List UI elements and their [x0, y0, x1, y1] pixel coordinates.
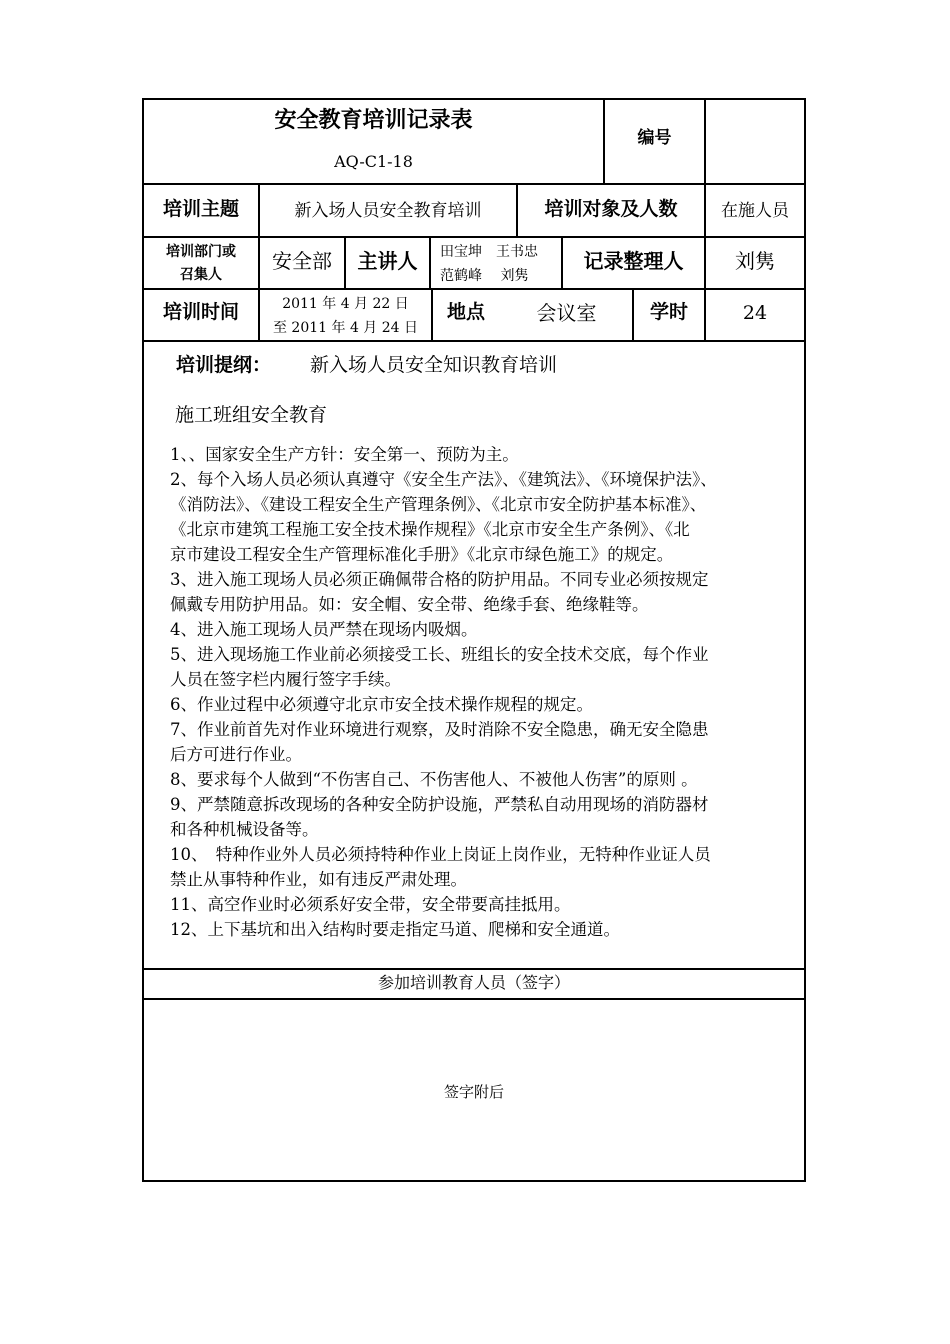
- divider: [142, 998, 806, 1000]
- outline-item: 7、作业前首先对作业环境进行观察，及时消除不安全隐患，确无安全隐患: [170, 720, 709, 739]
- outline-item-continuation: 《北京市建筑工程施工安全技术操作规程》《北京市安全生产条例》、《北: [170, 520, 690, 539]
- signature-note: 签字附后: [443, 1083, 504, 1101]
- divider: [142, 288, 806, 290]
- hours-value: 24: [742, 302, 768, 324]
- time-label: 培训时间: [162, 301, 239, 323]
- outline-label: 培训提纲：: [176, 354, 272, 376]
- dept-label-line1: 培训部门或: [166, 244, 236, 260]
- speaker-names-line2: 范鹤峰 刘隽: [440, 268, 529, 284]
- outline-item: 4、进入施工现场人员严禁在现场内吸烟。: [170, 620, 478, 639]
- outline-item: 12、上下基坑和出入结构时要走指定马道、爬梯和安全通道。: [170, 920, 620, 939]
- place-value: 会议室: [536, 301, 597, 325]
- topic-value: 新入场人员安全教育培训: [294, 201, 482, 221]
- speaker-names-line1: 田宝坤 王书忠: [440, 244, 538, 260]
- topic-label: 培训主题: [162, 198, 239, 220]
- time-value-line2: 至 2011 年 4 月 24 日: [272, 320, 419, 336]
- outline-item: 11、高空作业时必须系好安全带，安全带要高挂抵用。: [170, 895, 571, 914]
- number-label: 编号: [637, 128, 672, 148]
- form-title: 安全教育培训记录表: [274, 108, 473, 133]
- hours-label: 学时: [649, 301, 688, 323]
- outline-item: 9、严禁随意拆改现场的各种安全防护设施，严禁私自动用现场的消防器材: [170, 795, 709, 814]
- outline-item-continuation: 佩戴专用防护用品。如：安全帽、安全带、绝缘手套、绝缘鞋等。: [170, 595, 649, 614]
- outline-item-continuation: 京市建设工程安全生产管理标准化手册》《北京市绿色施工》的规定。: [170, 545, 674, 564]
- form-code: AQ-C1-18: [334, 152, 413, 171]
- dept-label-line2: 召集人: [180, 267, 222, 283]
- recorder-label: 记录整理人: [583, 249, 684, 273]
- outline-title: 新入场人员安全知识教育培训: [310, 354, 558, 376]
- divider: [142, 183, 806, 185]
- outline-item: 6、作业过程中必须遵守北京市安全技术操作规程的规定。: [170, 695, 593, 714]
- divider: [142, 340, 806, 342]
- outline-item: 1、、国家安全生产方针：安全第一、预防为主。: [170, 445, 519, 464]
- speaker-label: 主讲人: [357, 249, 418, 273]
- outline-item: 5、进入现场施工作业前必须接受工长、班组长的安全技术交底，每个作业: [170, 645, 709, 664]
- divider: [429, 236, 431, 289]
- recorder-value: 刘隽: [735, 249, 775, 273]
- outline-item: 10、 特种作业外人员必须持特种作业上岗证上岗作业，无特种作业证人员: [170, 845, 711, 864]
- outline-item-continuation: 《消防法》、《建设工程安全生产管理条例》、《北京市安全防护基本标准》、: [170, 495, 707, 514]
- outline-item-continuation: 禁止从事特种作业，如有违反严肃处理。: [170, 870, 467, 889]
- signature-header: 参加培训教育人员（签字）: [377, 973, 570, 992]
- outline-item: 2、每个入场人员必须认真遵守《安全生产法》、《建筑法》、《环境保护法》、: [170, 470, 717, 489]
- dept-value: 安全部: [272, 249, 332, 273]
- outline-item-continuation: 后方可进行作业。: [170, 745, 302, 764]
- outline-item: 3、进入施工现场人员必须正确佩带合格的防护用品。不同专业必须按规定: [170, 570, 709, 589]
- outline-section: 施工班组安全教育: [175, 404, 328, 426]
- divider: [142, 236, 806, 238]
- time-value-line1: 2011 年 4 月 22 日: [282, 296, 409, 312]
- outline-item: 8、要求每个人做到“不伤害自己、不伤害他人、不被他人伤害”的原则 。: [170, 770, 698, 789]
- outline-item-continuation: 人员在签字栏内履行签字手续。: [170, 670, 401, 689]
- outline-item-continuation: 和各种机械设备等。: [170, 820, 319, 839]
- audience-label: 培训对象及人数: [544, 198, 678, 220]
- divider: [142, 968, 806, 970]
- audience-value: 在施人员: [721, 201, 789, 221]
- place-label: 地点: [446, 301, 485, 323]
